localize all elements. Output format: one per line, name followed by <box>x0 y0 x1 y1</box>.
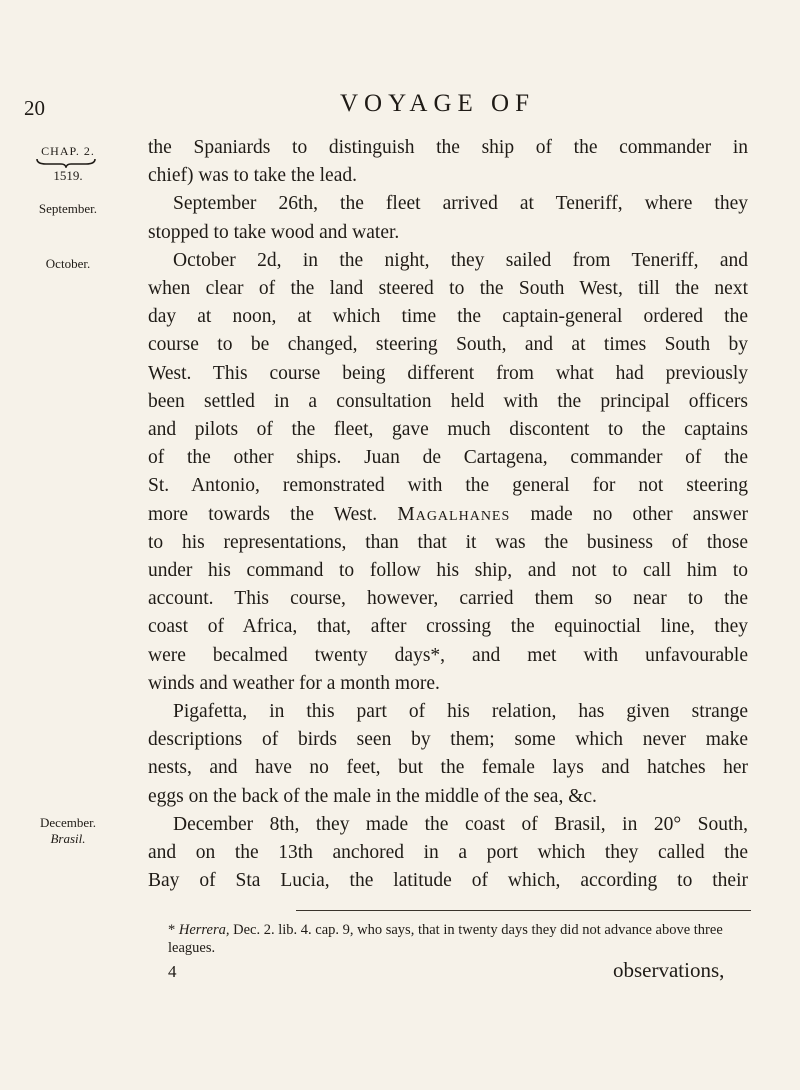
footnote-text: Dec. 2. lib. 4. cap. 9, who says, that in twenty days they did not advance above three leagues. <box>168 922 723 956</box>
main-text <box>148 134 748 895</box>
text-line: chief) was to take the lead. <box>148 165 357 187</box>
text-line: October 2d, in the night, they sailed from Teneriff, and <box>173 249 748 271</box>
text-line: Pigafetta, in this part of his relation, has given strange <box>173 701 748 723</box>
text-line: been settled in a consultation held with the principal officers <box>148 390 748 412</box>
text-line: account. This course, however, carried them so near to the <box>148 588 748 610</box>
text-line: winds and weather for a month more. <box>148 672 440 694</box>
text-line: were becalmed twenty days*, and met with unfavourable <box>148 644 748 666</box>
footnote <box>168 921 753 957</box>
text-line: descriptions of birds seen by them; some which never make <box>148 729 748 751</box>
text-line: coast of Africa, that, after crossing the equinoctial line, they <box>148 616 748 638</box>
text-line: St. Antonio, remonstrated with the general for not steering <box>148 475 748 497</box>
text-line <box>148 501 748 529</box>
signature-mark: 4 <box>168 962 177 981</box>
text-line: stopped to take wood and water. <box>148 221 400 243</box>
text-line: and pilots of the fleet, gave much discontent to the captains <box>148 419 748 441</box>
brace-icon <box>36 158 96 168</box>
text-line: nests, and have no feet, but the female lays and hatches her <box>148 757 748 779</box>
text-line: course to be changed, steering South, and at times South by <box>148 334 748 356</box>
name-magalhanes: Magalhanes <box>397 503 511 525</box>
footnote-author: Herrera, <box>178 922 230 938</box>
text-fragment: more towards the West. <box>148 503 378 525</box>
page-number: 20 <box>24 96 45 120</box>
running-head: VOYAGE OF <box>340 90 535 117</box>
text-line: and on the 13th anchored in a port which they called the <box>148 842 748 864</box>
text-line: September 26th, the fleet arrived at Teneriff, where they <box>173 193 748 215</box>
text-line: the Spaniards to distinguish the ship of the commander in <box>148 137 748 158</box>
text-line: December 8th, they made the coast of Brasil, in 20° South, <box>173 813 748 835</box>
text-line: under his command to follow his ship, and not to call him to <box>148 560 748 582</box>
text-line: Bay of Sta Lucia, the latitude of which, according to their <box>148 870 748 892</box>
text-fragment: made no other answer <box>530 503 749 525</box>
text-line: eggs on the back of the male in the middle of the sea, &c. <box>148 785 597 807</box>
margin-october: October. <box>45 256 91 271</box>
margin-brasil: Brasil. <box>50 831 86 846</box>
footnote-marker: * <box>168 922 179 938</box>
text-line: of the other ships. Juan de Cartagena, commander of the <box>148 447 748 469</box>
text-line: West. This course being different from what had previously <box>148 362 748 384</box>
footnote-rule <box>296 910 751 911</box>
margin-chapter: CHAP. 2. <box>41 144 95 158</box>
margin-december: December. <box>40 815 96 830</box>
text-line: when clear of the land steered to the South West, till the next <box>148 278 748 300</box>
text-line: day at noon, at which time the captain-general ordered the <box>148 306 748 328</box>
text-line: to his representations, than that it was the business of those <box>148 531 748 553</box>
catchword: observations, <box>613 958 725 982</box>
margin-september: September. <box>38 201 98 216</box>
margin-year: 1519. <box>53 168 83 183</box>
